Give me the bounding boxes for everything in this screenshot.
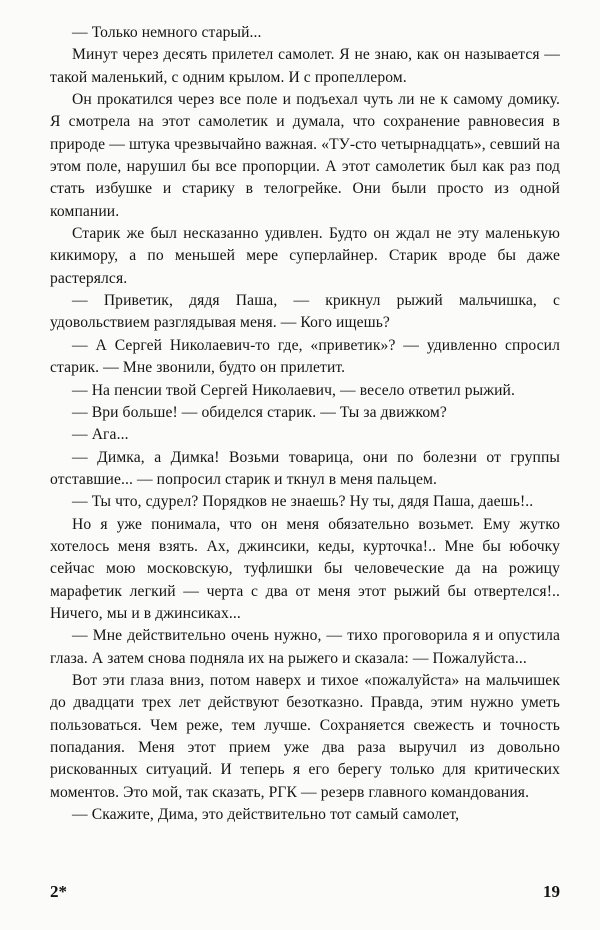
paragraph: Вот эти глаза вниз, потом наверх и тихое «пожалуйста» на мальчишек до двадцати трех лет действуют безотказно. Правда, этим нужно уметь пользоваться. Чем реже, тем лучше. Сохраняется свежесть и точность попадания. Меня этот прием уже два раза выручил из довольно рискованных ситуаций. И теперь я его берегу только для критических моментов. Это мой, так сказать, РГК — резерв главного командования. (50, 671, 560, 801)
paragraph: — Ты что, сдурел? Порядков не знаешь? Ну ты, дядя Паша, даешь!.. (72, 493, 534, 511)
paragraph: — Только немного старый... (72, 24, 262, 41)
page-footer (50, 882, 560, 908)
page-text (50, 22, 560, 826)
printer-signature-mark: 2* (50, 882, 67, 901)
paragraph: — А Сергей Николаевич-то где, «приветик»? — удивленно спросил старик. — Мне звонили, будто он прилетит. (50, 336, 560, 377)
paragraph: — На пенсии твой Сергей Николаевич, — весело ответил рыжий. (72, 381, 515, 399)
paragraph: — Ага... (72, 426, 129, 444)
paragraph: — Приветик, дядя Паша, — крикнул рыжий мальчишка, с удовольствием разглядывая меня. — Кого ищешь? (50, 292, 560, 332)
paragraph: Минут через десять прилетел самолет. Я не знаю, как он называется — такой маленький, с одним крылом. И с пропеллером. (50, 46, 560, 86)
paragraph: Старик же был несказанно удивлен. Будто он ждал не эту маленькую кикимору, а по меньшей мере суперлайнер. Старик вроде бы даже растерялся. (50, 225, 560, 287)
page-number: 19 (543, 882, 560, 901)
paragraph: — Димка, а Димка! Возьми товарица, они по болезни от группы отставшие... — попросил старик и ткнул в меня пальцем. (50, 448, 560, 488)
paragraph: — Мне действительно очень нужно, — тихо проговорила я и опустила глаза. А затем снова подняла их на рыжего и сказала: — Пожалуйста... (50, 627, 560, 667)
paragraph: Но я уже понимала, что он меня обязательно возьмет. Ему жутко хотелось меня взять. Ах, джинсики, кеды, курточка!.. Мне бы юбочку сейчас мою московскую, туфлишки бы человеческие да на рожицу марафетик легкий — черта с два от меня этот рыжий бы отвертелся!.. Ничего, мы и в джинсиках... (50, 515, 560, 622)
paragraph: Он прокатился через все поле и подъехал чуть ли не к самому домику. Я смотрела на этот самолетик и думала, что сохранение равновесия в природе — штука чрезвычайно важная. «ТУ-сто четырнадцать», севший на этом поле, нарушил бы все пропорции. А этот самолетик был как раз под стать избушке и старику в телогрейке. Они были просто из одной компании. (50, 91, 560, 220)
paragraph: — Скажите, Дима, это действительно тот самый самолет, (72, 806, 460, 824)
paragraph: — Ври больше! — обиделся старик. — Ты за движком? (72, 403, 447, 421)
